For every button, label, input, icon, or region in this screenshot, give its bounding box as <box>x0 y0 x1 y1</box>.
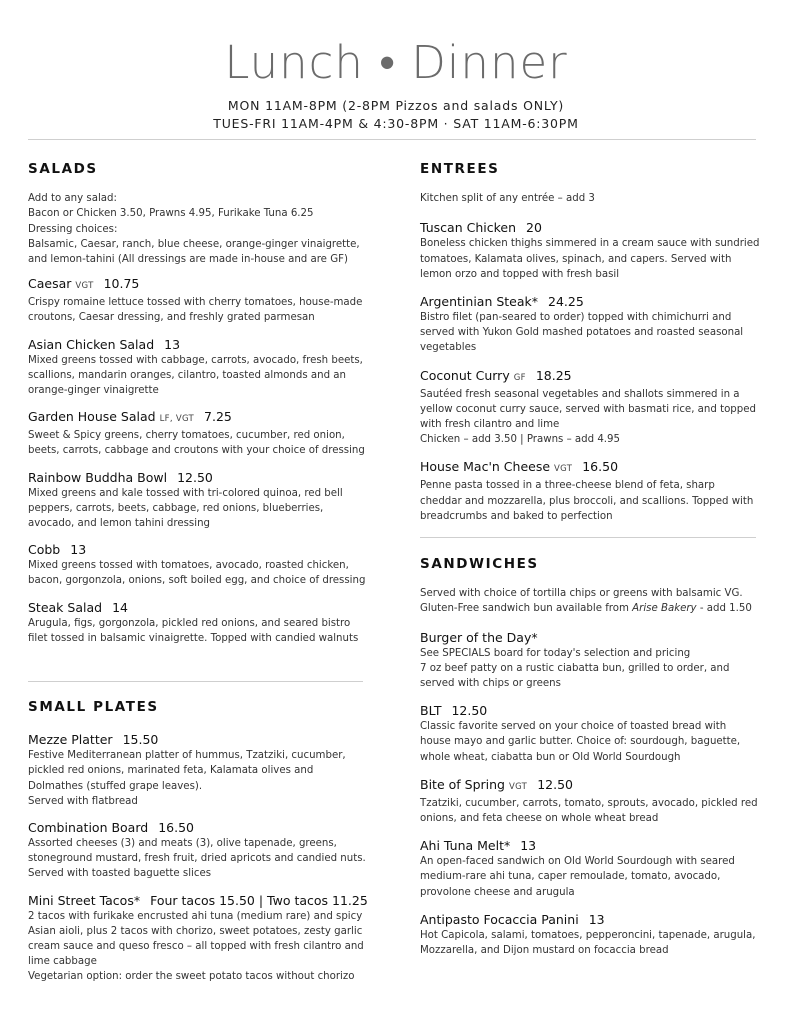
menu-item <box>420 458 765 524</box>
menu-item-header <box>28 819 378 836</box>
sandwiches-title: SANDWICHES <box>420 556 539 572</box>
hours-line-1: MON 11AM-8PM (2-8PM Pizzos and salads ONLY) <box>227 98 565 113</box>
dietary-tag: LF, VGT <box>159 414 195 425</box>
menu-item-price: 15.50 <box>122 732 159 748</box>
menu-item <box>28 541 378 588</box>
menu-item-price: 16.50 <box>582 459 619 475</box>
menu-item <box>420 293 765 356</box>
menu-item-price: 14 <box>112 599 128 615</box>
menu-item-price: 13 <box>164 336 181 352</box>
menu-item <box>28 819 378 882</box>
menu-item-price: 13 <box>588 911 605 927</box>
entrees-intro: Kitchen split of any entrée – add 3 <box>420 193 595 205</box>
menu-item-name: Steak Salad <box>28 599 103 615</box>
menu-item-name: Argentinian Steak* <box>420 294 539 310</box>
menu-item-name: Ahi Tuna Melt* <box>420 838 511 854</box>
menu-item-name: Cobb <box>28 542 61 558</box>
salads-intro: Add to any salad: Bacon or Chicken 3.50, Prawns 4.95, Furikake Tuna 6.25 Dressing choices: Balsamic, Caesar, ranch, blue cheese, orange-ginger vinaigrette, and lemon-tahini (All dressings are made in-house and are GF) <box>28 193 360 266</box>
menu-title: Lunch • Dinner <box>224 36 568 89</box>
menu-item-price: 16.50 <box>158 820 194 836</box>
menu-item-description: Bistro filet (pan-seared to order) topped with chimichurri and served with Yukon Gold mashed potatoes and roasted seasonal vegetables <box>420 312 744 354</box>
menu-item-header <box>28 275 378 295</box>
menu-item-header <box>420 367 765 387</box>
menu-item-header <box>28 731 378 748</box>
menu-item-description: See SPECIALS board for today's selection and pricing 7 oz beef patty on a rustic ciabatta bun, grilled to order, and served with chips or greens <box>420 647 730 690</box>
menu-item-price: 13 <box>70 542 87 558</box>
menu-item-header <box>420 219 765 236</box>
menu-item-description: Tzatziki, cucumber, carrots, tomato, sprouts, avocado, pickled red onions, and feta cheese on whole wheat bread <box>420 797 758 825</box>
menu-item-name: Rainbow Buddha Bowl <box>28 469 168 485</box>
salads-divider <box>28 681 363 682</box>
menu-item-header <box>28 469 378 486</box>
menu-item-price: 10.75 <box>103 276 140 292</box>
menu-item-price: 20 <box>526 220 542 236</box>
menu-item <box>420 219 765 282</box>
menu-item-header <box>420 837 765 854</box>
small-plates-title: SMALL PLATES <box>28 699 159 715</box>
menu-item-description: Mixed greens tossed with tomatoes, avocado, roasted chicken, bacon, gorgonzola, onions, soft boiled egg, and choice of dressing <box>28 560 366 587</box>
menu-item-price: 18.25 <box>535 367 572 383</box>
menu-item-name: Antipasto Focaccia Panini <box>420 911 579 927</box>
menu-item <box>28 469 378 532</box>
header-divider <box>28 139 756 140</box>
menu-item-price: 13 <box>520 838 537 854</box>
menu-item-name: Mini Street Tacos* <box>28 892 141 908</box>
menu-item-description: An open-faced sandwich on Old World Sourdough with seared medium-rare ahi tuna, caper remoulade, tomato, avocado, provolone cheese and arugula <box>420 856 735 898</box>
menu-item-name: Coconut Curry <box>420 367 510 383</box>
dietary-tag: VGT <box>508 781 528 792</box>
menu-item-name: BLT <box>420 703 442 719</box>
menu-item-header <box>28 408 378 428</box>
salads-title: SALADS <box>28 161 98 177</box>
menu-item-name: Garden House Salad <box>28 409 156 425</box>
menu-item <box>420 629 765 692</box>
menu-item-description: Festive Mediterranean platter of hummus, Tzatziki, cucumber, pickled red onions, marinated feta, Kalamata olives and Dolmathes (stuffed grape leaves). Served with flatbread <box>28 750 346 807</box>
menu-item-name: Asian Chicken Salad <box>28 336 155 352</box>
menu-item-name: Burger of the Day* <box>420 629 538 645</box>
menu-item-description: Boneless chicken thighs simmered in a cream sauce with sundried tomatoes, Kalamata olives, spinach, and capers. Served with lemon orzo and topped with fresh basil <box>420 238 760 280</box>
dietary-tag: VGT <box>554 464 573 475</box>
menu-item-description: Mixed greens tossed with cabbage, carrots, avocado, fresh beets, scallions, mandarin oranges, cilantro, toasted almonds and an orange-ginger vinaigrette <box>28 354 363 397</box>
hours-line-2: TUES-FRI 11AM-4PM & 4:30-8PM · SAT 11AM-6:30PM <box>213 116 579 131</box>
menu-item-description: Sweet & Spicy greens, cherry tomatoes, cucumber, red onion, beets, carrots, cabbage and croutons with your choice of dressing <box>28 430 365 457</box>
menu-item-price: 12.50 <box>177 469 213 485</box>
menu-item-header <box>420 629 765 646</box>
menu-item <box>420 367 765 448</box>
menu-item-header <box>420 458 765 478</box>
menu-item-name: House Mac'n Cheese <box>420 459 551 475</box>
menu-item-header <box>28 892 378 909</box>
menu-item-header <box>28 599 378 616</box>
entrees-title: ENTREES <box>420 161 500 177</box>
menu-item-name: Tuscan Chicken <box>420 220 517 236</box>
menu-item-description: Assorted cheeses (3) and meats (3), olive tapenade, greens, stoneground mustard, fresh fruit, dried apricots and candied nuts. Served with toasted baguette slices <box>28 838 366 880</box>
menu-item <box>28 336 378 399</box>
sandwiches-intro-1: Served with choice of tortilla chips or greens with balsamic VG. <box>420 588 743 600</box>
menu-item-description: Classic favorite served on your choice of toasted bread with house mayo and garlic butter. Choice of: sourdough, baguette, whole wheat, ciabatta bun or Old World Sourdough <box>420 721 741 763</box>
menu-item-header <box>28 336 378 353</box>
menu-item <box>28 275 378 325</box>
sandwiches-intro-2-pre: Gluten-Free sandwich bun available from <box>420 603 633 615</box>
menu-item <box>28 731 378 809</box>
menu-item-name: Combination Board <box>28 820 149 836</box>
menu-item-price: 12.50 <box>451 703 488 719</box>
entrees-divider <box>420 537 756 538</box>
menu-item-price: 12.50 <box>537 776 573 792</box>
menu-item-name: Bite of Spring <box>420 776 505 792</box>
dietary-tag: GF <box>513 372 526 383</box>
menu-item-header <box>420 911 765 928</box>
menu-item-description: Mixed greens and kale tossed with tri-colored quinoa, red bell peppers, carrots, beets, cabbage, red onions, blueberries, avocado, and lemon tahini dressing <box>28 487 343 530</box>
menu-item-description: Penne pasta tossed in a three-cheese blend of feta, sharp cheddar and mozzarella, plus broccoli, and scallions. Topped with breadcrumbs and baked to perfection <box>420 480 754 522</box>
menu-item <box>420 837 765 900</box>
menu-item-name: Caesar <box>28 276 72 292</box>
menu-item <box>420 911 765 958</box>
menu-item-description: Crispy romaine lettuce tossed with cherry tomatoes, house-made croutons, Caesar dressing, and freshly grated parmesan <box>28 297 363 324</box>
menu-item-description: 2 tacos with furikake encrusted ahi tuna (medium rare) and spicy Asian aioli, plus 2 tacos with chorizo, sweet potatoes, zesty garlic cream sauce and queso fresco – all topped with fresh cilantro and lime cabbage Vegetarian option: order the sweet potato tacos without chorizo <box>28 910 364 983</box>
menu-item <box>420 702 765 765</box>
menu-item-header <box>28 541 378 558</box>
dietary-tag: VGT <box>75 281 94 292</box>
menu-item-price: 24.25 <box>548 294 584 310</box>
menu-item <box>28 599 378 646</box>
menu-item-header <box>420 293 765 310</box>
sandwiches-intro-2 <box>420 601 765 616</box>
bakery-name: Arise Bakery <box>632 603 697 615</box>
entrees-section <box>420 162 765 524</box>
menu-item <box>28 408 378 458</box>
menu-item <box>28 892 378 985</box>
menu-item-header <box>420 702 765 719</box>
menu-item-price: 7.25 <box>204 409 232 425</box>
menu-item-name: Mezze Platter <box>28 732 113 748</box>
salads-section <box>28 162 378 646</box>
sandwiches-section <box>420 557 765 958</box>
sandwiches-intro-2-post: - add 1.50 <box>696 603 752 615</box>
menu-item-header <box>420 776 765 796</box>
small-plates-section <box>28 700 378 985</box>
menu-item-price: Four tacos 15.50 | Two tacos 11.25 <box>150 892 368 908</box>
menu-item-description: Sautéed fresh seasonal vegetables and shallots simmered in a yellow coconut curry sauce, served with basmati rice, and topped with fresh cilantro and lime Chicken – add 3.50 | Prawns – add 4.95 <box>420 388 756 446</box>
menu-item-description: Arugula, figs, gorgonzola, pickled red onions, and seared bistro filet tossed in balsamic vinaigrette. Topped with candied walnuts <box>28 617 359 644</box>
menu-item <box>420 776 765 826</box>
menu-item-description: Hot Capicola, salami, tomatoes, pepperoncini, tapenade, arugula, Mozzarella, and Dijon mustard on focaccia bread <box>420 929 756 957</box>
